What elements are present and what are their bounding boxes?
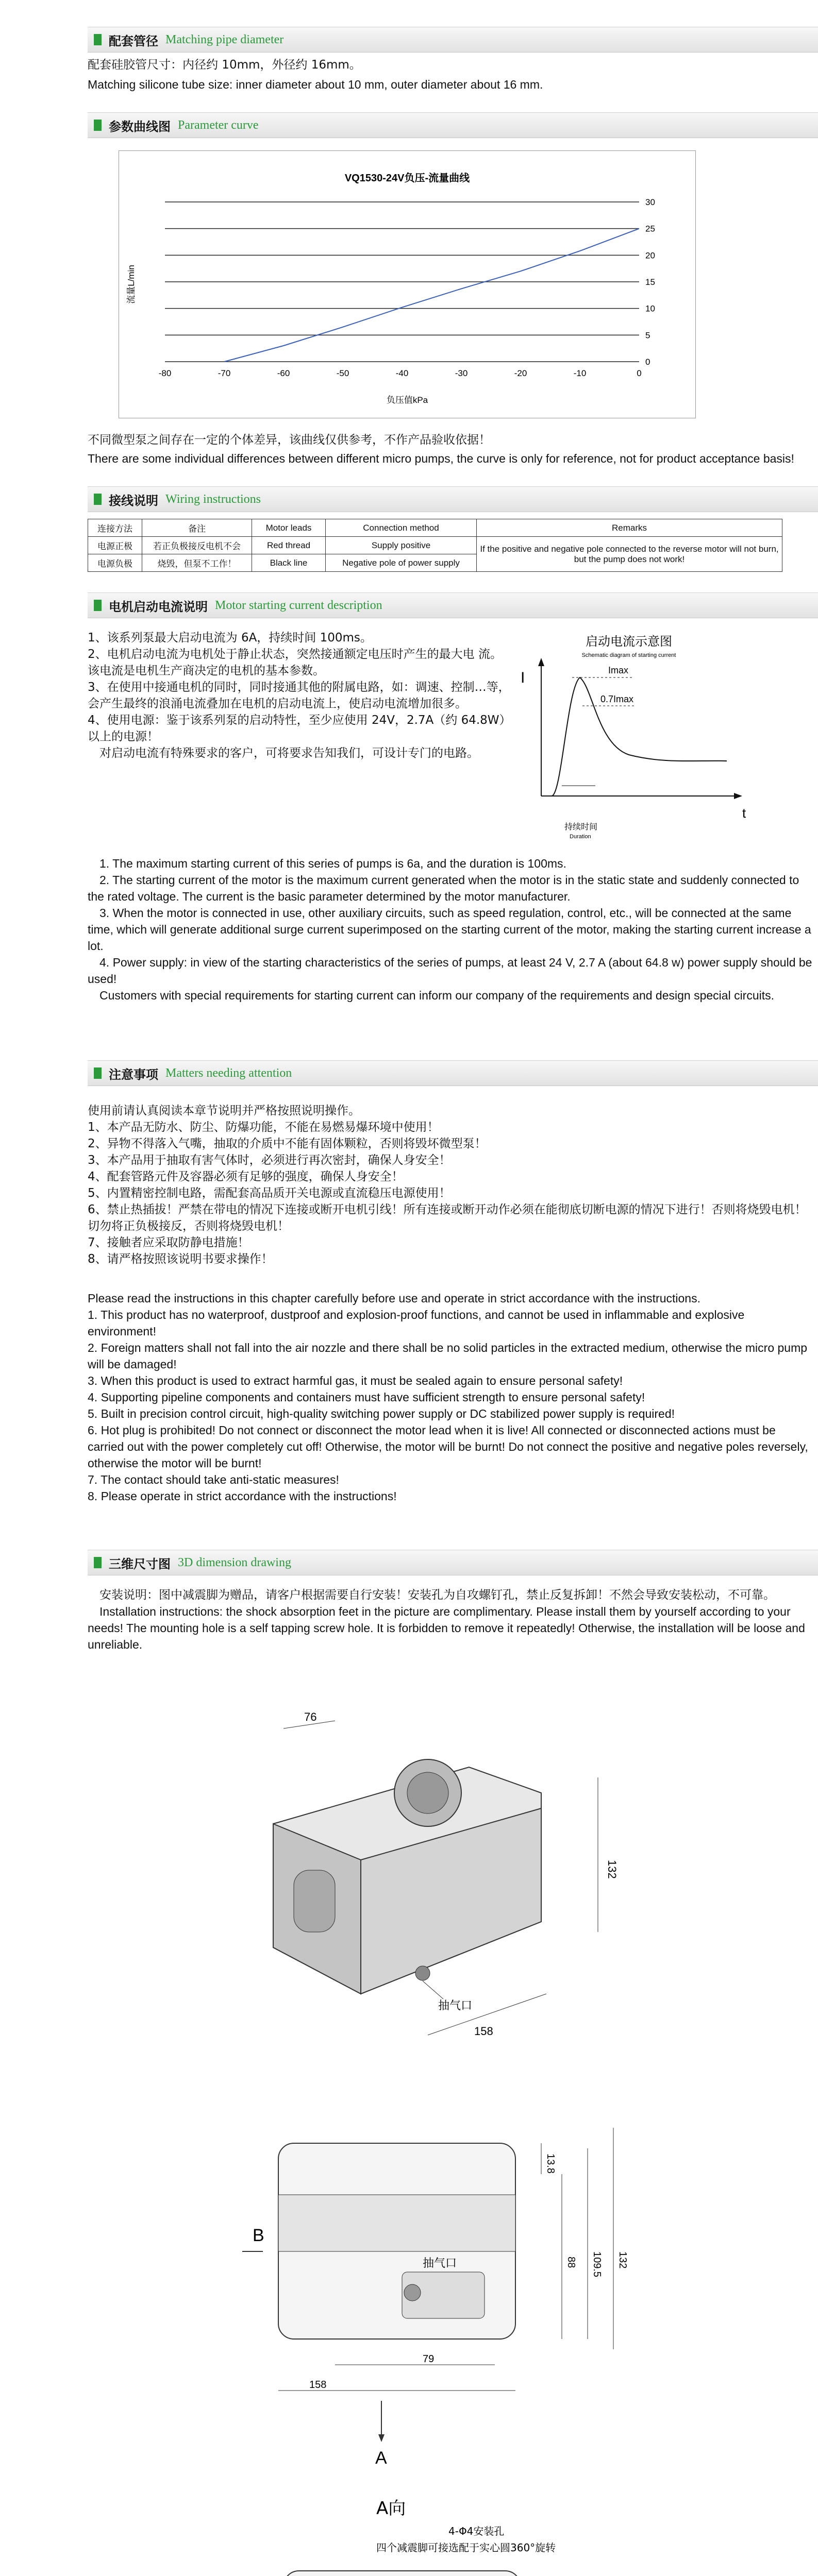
x-tick-label: -60 [277,368,290,378]
section-header-drawing [88,1550,818,1575]
attention-en-line: 1. This product has no waterproof, dustproof and explosion-proof functions, and cannot be used in inflammable and explosive environment! [88,1308,745,1338]
section-marker [94,494,102,505]
attention-en-line: Please read the instructions in this chapter carefully before use and operate in strict accordance with the instructions. [88,1292,700,1305]
y-tick-label: 10 [645,303,655,314]
startup-cn-line: 3、在使用中接通电机的同时，同时接通其他的附属电路，如：调速、控制…等，会产生最终的浪涌电流叠加在电机的启动电流上，使启动电流增加很多。 [88,681,510,710]
dim-label: 132 [606,1860,619,1879]
axis-t-label: t [742,805,746,821]
section-title-en: Matching pipe diameter [165,32,284,46]
feet-label: 四个减震脚可接选配于实心圆360°旋转 [376,2541,556,2554]
attention-cn-line: 1、本产品无防水、防尘、防爆功能，不能在易燃易爆环境中使用！ [88,1121,439,1134]
attention-en-line: 6. Hot plug is prohibited! Do not connect or disconnect the motor lead when it is live! All connected or disconnected actions must be carried out with the power completely cut off! Otherwise, the motor will be burnt! Do not connect the positive and negative poles reversely, otherwise the motor will be burnt! [88,1423,808,1470]
x-tick-label: -30 [455,368,468,378]
startup-en-line: Customers with special requirements for starting current can inform our company of the requirements and design special circuits. [99,989,775,1002]
dim-label: 132 [617,2251,628,2269]
dim-label: 158 [474,2025,493,2038]
arrow-icon [734,793,742,799]
x-tick-label: -20 [514,368,527,378]
pump-top-view-drawing [206,2494,670,2576]
section-title-cn: 电机启动电流说明 [109,599,208,614]
pump-top-outline [283,2571,521,2576]
y-tick-label: 5 [645,330,650,341]
install-text [88,1587,814,1653]
curve-note-cn: 不同微型泵之间存在一定的个体差异，该曲线仅供参考，不作产品验收依据！ [88,433,491,447]
section-marker [94,120,102,131]
section-marker [94,1067,102,1079]
table-cell: 连接方法 [88,519,142,537]
attention-cn-line: 2、异物不得落入气嘴，抽取的介质中不能有固体颗粒，否则将毁坏微型泵！ [88,1137,487,1150]
pipe-text [88,57,814,93]
section-title-cn: 注意事项 [109,1067,158,1082]
view-a-label: A [375,2448,387,2468]
section-header-startup [88,592,818,618]
y-tick-label: 15 [645,277,655,287]
pump-front-view-drawing [206,2097,670,2468]
startup-en-text [88,855,814,1004]
dim-label: 13.8 [545,2154,556,2174]
section-title-cn: 配套管径 [109,33,158,48]
table-row [88,519,782,537]
x-tick-label: -80 [158,368,172,378]
table-cell: Black line [252,554,326,572]
section-marker [94,34,102,45]
attention-en-line: 7. The contact should take anti-static measures! [88,1473,339,1486]
section-marker [94,1557,102,1568]
pump-isometric-drawing [206,1705,649,2056]
startup-cn-line: 2、电机启动电流为电机处于静止状态，突然接通额定电压时产生的最大电 流。该电流是电机生产商决定的电机的基本参数。 [88,648,502,677]
startup-en-line: 4. Power supply: in view of the starting characteristics of the series of pumps, at least 24 V, 2.7 A (about 64.8 w) power supply should be used! [88,956,812,986]
table-cell: 备注 [142,519,252,537]
table-header-cell: Remarks [477,519,782,537]
dim-label: 79 [423,2353,435,2365]
starting-current-diagram [510,626,758,842]
section-title-en: Wiring instructions [165,492,261,506]
pump-head [294,1870,335,1932]
section-title-en: Matters needing attention [165,1066,292,1080]
attention-cn-line: 使用前请认真阅读本章节说明并严格按照说明操作。 [88,1104,360,1117]
pipe-text-en: Matching silicone tube size: inner diameter about 10 mm, outer diameter about 16 mm. [88,78,543,91]
startup-cn-line: 1、该系列泵最大启动电流为 6A，持续时间 100ms。 [88,631,372,645]
current-curve [552,677,727,796]
flow-curve-chart [119,150,696,418]
imax-fraction-label: 0.7Imax [600,694,634,704]
section-marker [94,600,102,611]
y-tick-label: 20 [645,250,655,261]
x-tick-label: -50 [336,368,349,378]
startup-cn-text [88,630,510,761]
table-cell: 电源正极 [88,537,142,554]
view-b-label: B [253,2226,264,2245]
arrow-icon [538,658,544,666]
table-cell: Red thread [252,537,326,554]
x-tick-label: 0 [637,368,642,378]
install-cn: 安装说明：图中减震脚为赠品，请客户根据需要自行安装！安装孔为自攻螺钉孔，禁止反复拆卸！不然会导致安装松动，不可靠。 [99,1588,775,1602]
attention-cn-text [88,1103,814,1267]
attention-cn-line: 8、请严格按照该说明书要求操作！ [88,1252,273,1266]
x-tick-label: -70 [218,368,231,378]
curve-note [88,432,814,467]
port-label: 抽气口 [438,1999,473,2012]
table-header-cell: Motor leads [252,519,326,537]
table-cell: 若正负极接反电机不会 [142,537,252,554]
pipe-text-cn: 配套硅胶管尺寸：内径约 10mm，外径约 16mm。 [88,58,361,72]
startup-en-line: 3. When the motor is connected in use, other auxiliary circuits, such as speed regulation, control, etc., will be connected at the same time, which will generate additional surge current superimposed on the starting current of the motor, making the starting current increase a lot. [88,906,811,953]
chart-frame [119,150,696,418]
duration-label-en: Duration [570,834,591,840]
table-cell-remark: If the positive and negative pole connected to the reverse motor will not burn, but the pump does not work! [477,537,782,572]
section-header-pipe [88,27,818,53]
attention-cn-line: 5、内置精密控制电路，需配套高品质开关电源或直流稳压电源使用！ [88,1187,451,1200]
attention-cn-line: 6、禁止热插拔！严禁在带电的情况下连接或断开电机引线！所有连接或断开动作必须在能彻底切断电源的情况下进行！否则将烧毁电机！切勿将正负极接反，否则将烧毁电机！ [88,1203,807,1233]
table-row [88,537,782,554]
attention-en-line: 2. Foreign matters shall not fall into the air nozzle and there shall be no solid particles in the extracted medium, otherwise the micro pump will be damaged! [88,1341,808,1371]
x-tick-label: -40 [395,368,409,378]
duration-label: 持续时间 [564,822,598,832]
attention-en-line: 8. Please operate in strict accordance with the instructions! [88,1489,397,1503]
chart-y-label: 流量L/min [126,265,136,304]
port-nozzle-icon [404,2284,421,2301]
y-tick-label: 0 [645,357,650,367]
startup-cn-line: 对启动电流有特殊要求的客户，可将要求告知我们，可设计专门的电路。 [99,747,479,760]
table-cell: Supply positive [326,537,477,554]
attention-cn-line: 3、本产品用于抽取有害气体时，必须进行再次密封，确保人身安全！ [88,1154,451,1167]
attention-en-text [88,1290,814,1504]
attention-en-line: 4. Supporting pipeline components and containers must have sufficient strength to ensure personal safety! [88,1391,645,1404]
section-header-wiring [88,486,818,512]
dim-label: 88 [565,2257,577,2268]
axis-i-label: I [521,669,525,686]
attention-en-line: 5. Built in precision control circuit, high-quality switching power supply or DC stabilized power supply is required! [88,1407,675,1420]
port-nozzle-icon [415,1966,430,1980]
table-cell: Negative pole of power supply [326,554,477,572]
install-en: Installation instructions: the shock absorption feet in the picture are complimentary. Please install them by yourself according to your needs! The mounting hole is a self tapping screw hole. It is forbidden to remove it repeatedly! Otherwise, the installation will be loose and unreliable. [88,1605,805,1651]
motor-band [278,2195,515,2251]
diagram-subtitle: Schematic diagram of starting current [581,652,676,658]
y-tick-label: 25 [645,224,655,234]
section-title-cn: 接线说明 [109,493,158,508]
chart-x-label: 负压值kPa [386,395,428,405]
section-title-en: Parameter curve [178,118,259,132]
curve-note-en: There are some individual differences between different micro pumps, the curve is only for reference, not for product acceptance basis! [88,452,794,465]
section-title-en: 3D dimension drawing [178,1555,291,1569]
port-label: 抽气口 [423,2257,457,2270]
attention-cn-line: 4、配套管路元件及容器必须有足够的强度，确保人身安全！ [88,1170,404,1183]
table-cell: 烧毁，但泵不工作！ [142,554,252,572]
dim-label: 76 [304,1710,317,1723]
table-cell: 电源负极 [88,554,142,572]
holes-label: 4-Φ4安装孔 [448,2525,505,2537]
x-tick-label: -10 [573,368,587,378]
arrow-icon [378,2434,385,2442]
section-header-params [88,112,818,138]
leader-line [423,1981,443,1999]
chart-title: VQ1530-24V负压-流量曲线 [344,173,470,184]
startup-en-line: 2. The starting current of the motor is the maximum current generated when the motor is in the static state and suddenly connected to the rated voltage. The current is the basic parameter determined by the motor manufacturer. [88,873,799,903]
dim-label: 158 [309,2379,327,2391]
table-header-cell: Connection method [326,519,477,537]
wiring-table [88,519,782,572]
startup-cn-line: 4、使用电源：鉴于该系列泵的启动特性，至少应使用 24V，2.7A（约 64.8W）以上的电源！ [88,714,506,743]
attention-cn-line: 7、接触者应采取防静电措施！ [88,1236,249,1249]
attention-en-line: 3. When this product is used to extract harmful gas, it must be sealed again to ensure personal safety! [88,1374,623,1387]
view-title: A向 [376,2498,406,2519]
fan-hub-icon [407,1772,448,1814]
imax-label: Imax [608,665,629,675]
startup-en-line: 1. The maximum starting current of this series of pumps is 6a, and the duration is 100ms. [99,857,566,870]
section-title-cn: 三维尺寸图 [109,1556,171,1571]
diagram-title: 启动电流示意图 [586,634,672,649]
dim-label: 109.5 [591,2251,603,2278]
section-header-attention [88,1060,818,1086]
section-title-en: Motor starting current description [215,598,382,612]
y-tick-label: 30 [645,197,655,207]
section-title-cn: 参数曲线图 [109,119,171,134]
